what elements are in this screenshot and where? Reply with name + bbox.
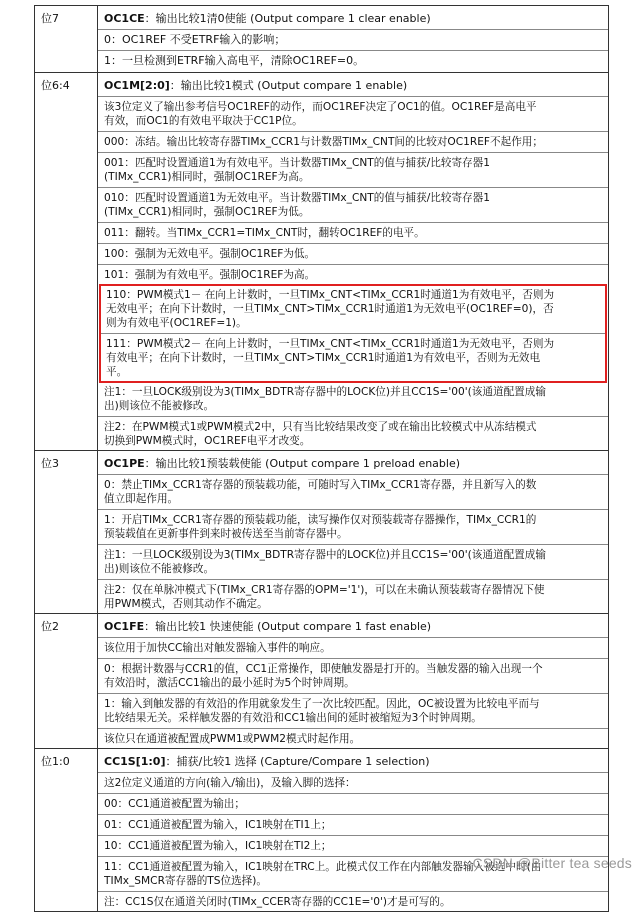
field-heading: [104, 755, 602, 769]
field-title: ：捕获/比较1 选择 (Capture/Compare 1 selection): [165, 755, 430, 768]
field-name: CC1S[1:0]: [104, 755, 166, 768]
note-line: 出)则该位不能被修改。: [104, 563, 215, 575]
divider: [98, 96, 608, 97]
note-line: 注：CC1S仅在通道关闭时(TIMx_CCER寄存器的CC1E='0')才是可写的。: [104, 896, 451, 908]
divider: [98, 416, 608, 417]
highlight-box: [99, 284, 607, 383]
desc-line: 有效，而OC1的有效电平取决于CC1P位。: [104, 115, 303, 127]
desc-line: 0：OC1REF 不受ETRF输入的影响；: [104, 33, 286, 46]
note-line: 用PWM模式，否则其动作不确定。: [104, 598, 268, 610]
desc-line: 10：CC1通道被配置为输入，IC1映射在TI2上；: [104, 840, 332, 852]
divider: [98, 474, 608, 475]
watermark: CSDN @Bitter tea seeds: [472, 855, 632, 871]
desc-line: 该位用于加快CC输出对触发器输入事件的响应。: [104, 642, 331, 654]
field-description-cell: [98, 73, 609, 451]
bit-position: 位3: [35, 451, 98, 614]
desc-line: 该位只在通道被配置成PWM1或PWM2模式时起作用。: [104, 733, 361, 745]
pwm-mode1-line: 则为有效电平(OC1REF=1)。: [106, 317, 247, 329]
divider: [98, 29, 608, 30]
field-title: ：输出比较1 快速使能 (Output compare 1 fast enable): [144, 620, 432, 633]
note-line: 注1：一旦LOCK级别设为3(TIMx_BDTR寄存器中的LOCK位)并且CC1S='00'(该通道配置成输: [104, 549, 546, 561]
note-line: 注2：仅在单脉冲模式下(TIMx_CR1寄存器的OPM='1')，可以在未确认预装载寄存器情况下使: [104, 584, 545, 596]
divider: [98, 637, 608, 638]
field-title: ：输出比较1模式 (Output compare 1 enable): [169, 79, 408, 92]
divider: [98, 222, 608, 223]
bit-position: 位1:0: [35, 749, 98, 912]
field-heading: [104, 12, 602, 26]
desc-line: 有效沿时，激活CC1输出的最小延时为5个时钟周期。: [104, 677, 355, 689]
desc-line: 01：CC1通道被配置为输入，IC1映射在TI1上；: [104, 819, 332, 831]
field-name: OC1PE: [104, 457, 145, 470]
desc-line: 该3位定义了输出参考信号OC1REF的动作，而OC1REF决定了OC1的值。OC1REF是高电平: [104, 101, 537, 113]
divider: [98, 772, 608, 773]
field-description-cell: [98, 614, 609, 749]
desc-line: 101：强制为有效电平。强制OC1REF为高。: [104, 269, 316, 281]
desc-line: 1：输入到触发器的有效沿的作用就象发生了一次比较匹配。因此，OC被设置为比较电平而与: [104, 698, 540, 710]
field-heading: [104, 620, 602, 634]
field-name: OC1FE: [104, 620, 145, 633]
field-title: ：输出比较1预装载使能 (Output compare 1 preload enable): [144, 457, 461, 470]
table-row: [35, 73, 609, 451]
note-line: 注1：一旦LOCK级别设为3(TIMx_BDTR寄存器中的LOCK位)并且CC1S='00'(该通道配置成输: [104, 386, 546, 398]
desc-line: 预装载值在更新事件到来时被传送至当前寄存器中。: [104, 528, 348, 540]
register-description-table: [34, 5, 609, 912]
divider: [98, 693, 608, 694]
field-description-cell: [98, 749, 609, 912]
pwm-mode2-line: 111：PWM模式2－ 在向上计数时，一旦TIMx_CNT<TIMx_CCR1时通道1为无效电平，否则为: [106, 338, 555, 350]
desc-line: 11：CC1通道被配置为输入，IC1映射在TRC上。此模式仅工作在内部触发器输入被选中时(由: [104, 861, 542, 873]
divider: [98, 264, 608, 265]
divider: [101, 333, 605, 334]
desc-line: 1：一旦检测到ETRF输入高电平，清除OC1REF=0。: [104, 54, 365, 67]
desc-line: 001：匹配时设置通道1为有效电平。当计数器TIMx_CNT的值与捕获/比较寄存器1: [104, 157, 490, 169]
desc-line: 0：禁止TIMx_CCR1寄存器的预装载功能，可随时写入TIMx_CCR1寄存器，并且新写入的数: [104, 479, 537, 491]
desc-line: 000：冻结。输出比较寄存器TIMx_CCR1与计数器TIMx_CNT间的比较对OC1REF不起作用；: [104, 136, 543, 148]
field-heading: [104, 457, 602, 471]
desc-line: 比较结果无关。采样触发器的有效沿和CC1输出间的延时被缩短为3个时钟周期。: [104, 712, 482, 724]
desc-line: 010：匹配时设置通道1为无效电平。当计数器TIMx_CNT的值与捕获/比较寄存器1: [104, 192, 490, 204]
pwm-mode2-line: 有效电平；在向下计数时，一旦TIMx_CNT>TIMx_CCR1时通道1为有效电平，否则为无效电: [106, 352, 541, 364]
field-heading: [104, 79, 602, 93]
divider: [98, 152, 608, 153]
table-row: [35, 749, 609, 912]
divider: [98, 793, 608, 794]
bit-position: 位2: [35, 614, 98, 749]
field-name: OC1CE: [104, 12, 145, 25]
bit-position: 位7: [35, 6, 98, 73]
table-row: [35, 451, 609, 614]
desc-line: 100：强制为无效电平。强制OC1REF为低。: [104, 248, 316, 260]
divider: [98, 658, 608, 659]
field-title: ：输出比较1清0使能 (Output compare 1 clear enable): [144, 12, 431, 25]
desc-line: 这2位定义通道的方向(输入/输出)，及输入脚的选择：: [104, 777, 356, 789]
divider: [98, 544, 608, 545]
desc-line: 1：开启TIMx_CCR1寄存器的预装载功能，读写操作仅对预装载寄存器操作，TIMx_CCR1的: [104, 514, 537, 526]
desc-line: (TIMx_CCR1)相同时，强制OC1REF为低。: [104, 206, 310, 218]
table-row: [35, 614, 609, 749]
divider: [98, 187, 608, 188]
divider: [98, 814, 608, 815]
pwm-mode2-line: 平。: [106, 366, 128, 378]
note-line: 出)则该位不能被修改。: [104, 400, 215, 412]
field-description-cell: [98, 6, 609, 73]
note-line: 注2：在PWM模式1或PWM模式2中，只有当比较结果改变了或在输出比较模式中从冻结模式: [104, 421, 537, 433]
table-row: [35, 6, 609, 73]
desc-line: 00：CC1通道被配置为输出；: [104, 798, 245, 810]
desc-line: 值立即起作用。: [104, 493, 179, 505]
divider: [98, 243, 608, 244]
bit-position: 位6:4: [35, 73, 98, 451]
note-line: 切换到PWM模式时，OC1REF电平才改变。: [104, 435, 311, 447]
divider: [98, 891, 608, 892]
divider: [98, 131, 608, 132]
divider: [98, 50, 608, 51]
pwm-mode1-line: 110：PWM模式1－ 在向上计数时，一旦TIMx_CNT<TIMx_CCR1时通道1为有效电平，否则为: [106, 289, 555, 301]
desc-line: (TIMx_CCR1)相同时，强制OC1REF为高。: [104, 171, 310, 183]
divider: [98, 579, 608, 580]
desc-line: 011：翻转。当TIMx_CCR1=TIMx_CNT时，翻转OC1REF的电平。: [104, 227, 425, 239]
divider: [98, 835, 608, 836]
desc-line: 0：根据计数器与CCR1的值，CC1正常操作，即使触发器是打开的。当触发器的输入出现一个: [104, 663, 543, 675]
divider: [98, 509, 608, 510]
field-name: OC1M[2:0]: [104, 79, 170, 92]
pwm-mode1-line: 无效电平；在向下计数时，一旦TIMx_CNT>TIMx_CCR1时通道1为无效电平(OC1REF=0)，否: [106, 303, 554, 315]
desc-line: TIMx_SMCR寄存器的TS位选择)。: [104, 875, 268, 887]
divider: [98, 728, 608, 729]
field-description-cell: [98, 451, 609, 614]
